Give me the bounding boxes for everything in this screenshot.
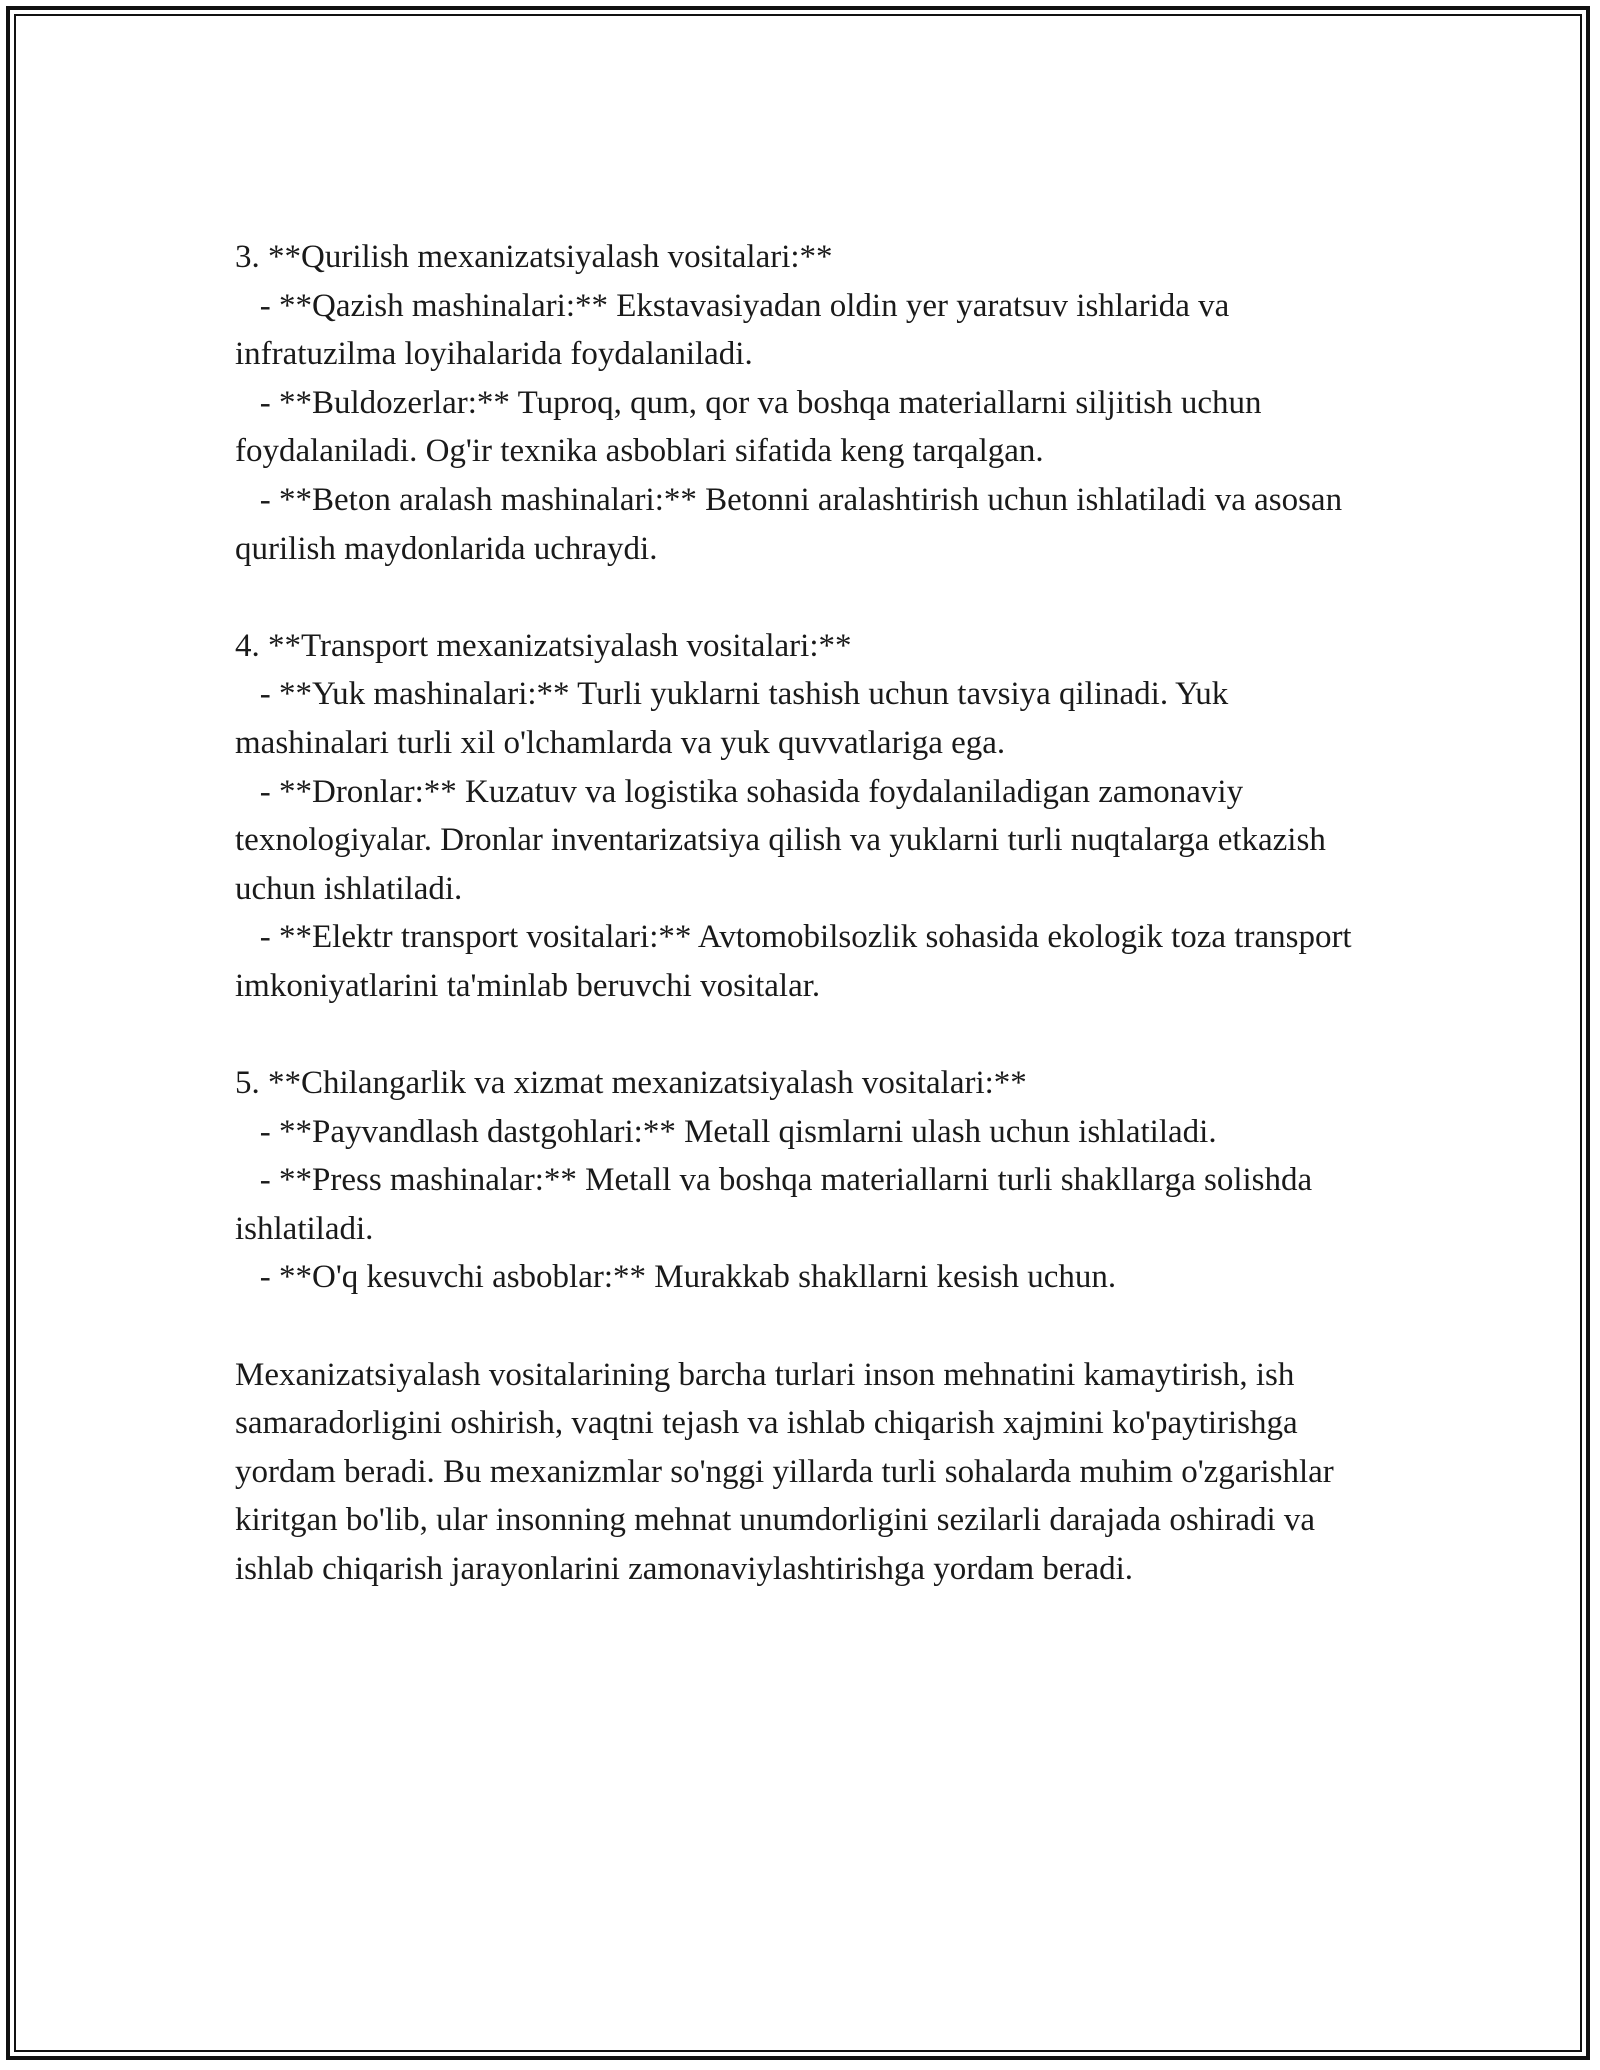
list-item: - **Yuk mashinalari:** Turli yuklarni tashish uchun tavsiya qilinadi. Yuk mashinalari turli xil o'lchamlarda va yuk quvvatlariga ega.: [235, 676, 1229, 761]
section-heading: 3. **Qurilish mexanizatsiyalash vositalari:**: [235, 239, 833, 275]
list-item: - **Qazish mashinalari:** Ekstavasiyadan oldin yer yaratsuv ishlarida va infratuzilma loyihalarida foydalaniladi.: [235, 287, 1230, 373]
list-item: - **Press mashinalar:** Metall va boshqa materiallarni turli shakllarga solishda ishlatiladi.: [235, 1162, 1313, 1247]
list-item: - **Elektr transport vositalari:** Avtomobilsozlik sohasida ekologik toza transport imkoniyatlarini ta'minlab beruvchi vositalar.: [235, 919, 1352, 1004]
list-item: - **Buldozerlar:** Tuproq, qum, qor va boshqa materiallarni siljitish uchun foydalaniladi. Og'ir texnika asboblari sifatida keng tarqalgan.: [235, 384, 1262, 470]
list-item: - **Dronlar:** Kuzatuv va logistika sohasida foydalaniladigan zamonaviy texnologiyalar. Dronlar inventarizatsiya qilish va yuklarni turli nuqtalarga etkazish uchun ishlatiladi.: [235, 773, 1326, 907]
section-transport: [235, 622, 1375, 1011]
list-item: - **Beton aralash mashinalari:** Betonni aralashtirish uchun ishlatiladi va asosan qurilish maydonlarida uchraydi.: [235, 481, 1343, 567]
conclusion-paragraph: Mexanizatsiyalash vositalarining barcha turlari inson mehnatini kamaytirish, ish samaradorligini oshirish, vaqtni tejash va ishlab chiqarish xajmini ko'paytirishga yordam beradi. Bu mexanizmlar so'nggi yillarda turli sohalarda muhim o'zgarishlar kiritgan bo'lib, ular insonning mehnat unumdorligini sezilarli darajada oshiradi va ishlab chiqarish jarayonlarini zamonaviylashtirishga yordam beradi.: [235, 1356, 1334, 1588]
list-item: - **O'q kesuvchi asboblar:** Murakkab shakllarni kesish uchun.: [259, 1259, 1117, 1296]
list-item: - **Payvandlash dastgohlari:** Metall qismlarni ulash uchun ishlatiladi.: [259, 1113, 1217, 1150]
section-heading: 4. **Transport mexanizatsiyalash vositalari:**: [235, 627, 852, 664]
section-construction: [235, 233, 1375, 573]
section-heading: 5. **Chilangarlik va xizmat mexanizatsiyalash vositalari:**: [235, 1065, 1027, 1102]
section-service: [235, 1059, 1375, 1302]
document-body: [235, 233, 1375, 1594]
